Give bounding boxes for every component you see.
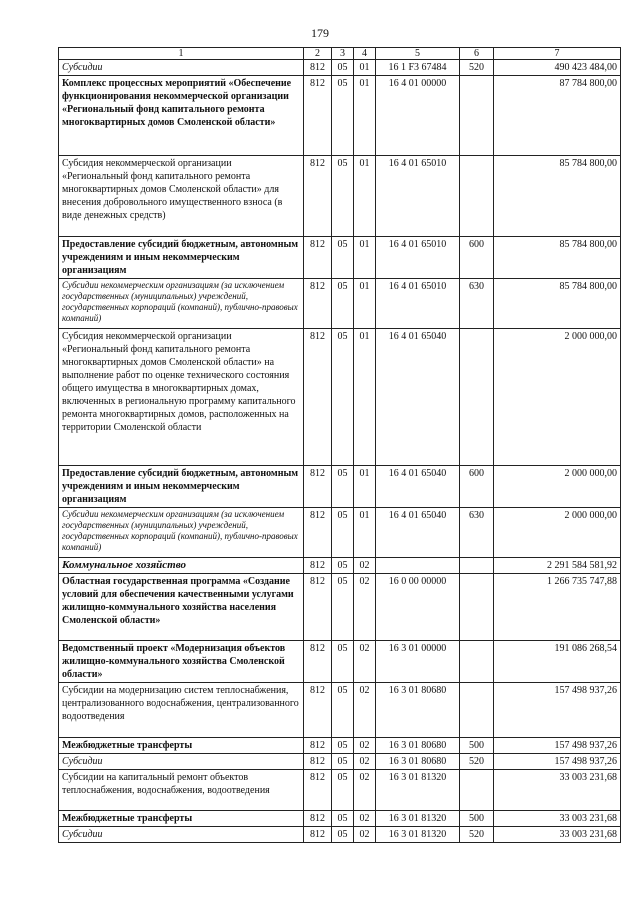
section-code-cell: 05 [332,574,354,641]
amount-cell: 2 000 000,00 [494,508,621,558]
row-name-cell: Субсидии на капитальный ремонт объектов теплоснабжения, водоснабжения, водоотведения [59,770,304,811]
amount-cell: 85 784 800,00 [494,156,621,237]
budget-table [58,47,621,843]
section-code-cell: 05 [332,641,354,683]
expense-type-code-cell [460,156,494,237]
table-row [59,558,621,574]
target-article-code-cell: 16 4 01 65010 [376,237,460,279]
row-name-cell: Предоставление субсидий бюджетным, автономным учреждениям и иным некоммерческим организациям [59,466,304,508]
target-article-code-cell: 16 3 01 80680 [376,754,460,770]
target-article-code-cell: 16 4 01 00000 [376,76,460,156]
section-code-cell: 05 [332,279,354,329]
subsection-code-cell: 02 [354,683,376,738]
row-name-cell: Межбюджетные трансферты [59,738,304,754]
row-name-cell: Комплекс процессных мероприятий «Обеспечение функционирования некоммерческой организации «Региональный фонд капитального ремонта многоквартирных домов Смоленской области» [59,76,304,156]
subsection-code-cell: 02 [354,770,376,811]
row-name-cell: Предоставление субсидий бюджетным, автономным учреждениям и иным некоммерческим организациям [59,237,304,279]
ministry-code-cell: 812 [304,738,332,754]
header-row [59,48,621,60]
section-code-cell: 05 [332,508,354,558]
subsection-code-cell: 02 [354,641,376,683]
ministry-code-cell: 812 [304,76,332,156]
expense-type-code-cell [460,329,494,466]
row-name-cell: Субсидии некоммерческим организациям (за исключением государственных (муниципальных) учреждений, государственных корпораций (компаний), публично-правовых компаний) [59,279,304,329]
amount-cell: 2 291 584 581,92 [494,558,621,574]
table-row [59,683,621,738]
section-code-cell: 05 [332,466,354,508]
target-article-code-cell [376,558,460,574]
expense-type-code-cell: 520 [460,827,494,843]
expense-type-code-cell [460,558,494,574]
column-header-5: 5 [376,48,460,60]
target-article-code-cell: 16 4 01 65040 [376,508,460,558]
row-name-cell: Субсидии [59,754,304,770]
subsection-code-cell: 02 [354,558,376,574]
row-name-cell: Субсидии [59,60,304,76]
row-name-cell: Коммунальное хозяйство [59,558,304,574]
amount-cell: 157 498 937,26 [494,683,621,738]
table-row [59,508,621,558]
table-body [59,60,621,843]
column-header-1: 1 [59,48,304,60]
table-row [59,770,621,811]
amount-cell: 33 003 231,68 [494,827,621,843]
ministry-code-cell: 812 [304,683,332,738]
section-code-cell: 05 [332,827,354,843]
amount-cell: 33 003 231,68 [494,770,621,811]
table-row [59,156,621,237]
expense-type-code-cell: 630 [460,279,494,329]
amount-cell: 85 784 800,00 [494,279,621,329]
row-name-cell: Субсидия некоммерческой организации «Региональный фонд капитального ремонта многоквартирных домов Смоленской области» для внесения добровольного имущественного взноса (в виде денежных средств) [59,156,304,237]
ministry-code-cell: 812 [304,574,332,641]
target-article-code-cell: 16 3 01 80680 [376,738,460,754]
expense-type-code-cell [460,641,494,683]
expense-type-code-cell: 630 [460,508,494,558]
subsection-code-cell: 01 [354,156,376,237]
ministry-code-cell: 812 [304,466,332,508]
ministry-code-cell: 812 [304,558,332,574]
amount-cell: 1 266 735 747,88 [494,574,621,641]
subsection-code-cell: 01 [354,60,376,76]
target-article-code-cell: 16 4 01 65010 [376,156,460,237]
expense-type-code-cell: 500 [460,738,494,754]
subsection-code-cell: 01 [354,76,376,156]
table-row [59,754,621,770]
ministry-code-cell: 812 [304,827,332,843]
ministry-code-cell: 812 [304,811,332,827]
expense-type-code-cell [460,574,494,641]
section-code-cell: 05 [332,329,354,466]
section-code-cell: 05 [332,76,354,156]
row-name-cell: Областная государственная программа «Создание условий для обеспечения качественными услугами жилищно-коммунального хозяйства населения Смоленской области» [59,574,304,641]
ministry-code-cell: 812 [304,641,332,683]
ministry-code-cell: 812 [304,156,332,237]
table-row [59,76,621,156]
table-row [59,329,621,466]
section-code-cell: 05 [332,754,354,770]
subsection-code-cell: 01 [354,329,376,466]
amount-cell: 85 784 800,00 [494,237,621,279]
row-name-cell: Ведомственный проект «Модернизация объектов жилищно-коммунального хозяйства Смоленской области» [59,641,304,683]
expense-type-code-cell [460,76,494,156]
subsection-code-cell: 02 [354,827,376,843]
subsection-code-cell: 01 [354,237,376,279]
section-code-cell: 05 [332,738,354,754]
amount-cell: 157 498 937,26 [494,738,621,754]
target-article-code-cell: 16 3 01 80680 [376,683,460,738]
table-row [59,641,621,683]
row-name-cell: Межбюджетные трансферты [59,811,304,827]
target-article-code-cell: 16 3 01 81320 [376,811,460,827]
target-article-code-cell: 16 0 00 00000 [376,574,460,641]
subsection-code-cell: 02 [354,754,376,770]
expense-type-code-cell: 520 [460,754,494,770]
section-code-cell: 05 [332,811,354,827]
column-header-4: 4 [354,48,376,60]
table-row [59,574,621,641]
section-code-cell: 05 [332,60,354,76]
target-article-code-cell: 16 3 01 00000 [376,641,460,683]
target-article-code-cell: 16 3 01 81320 [376,827,460,843]
subsection-code-cell: 02 [354,738,376,754]
ministry-code-cell: 812 [304,754,332,770]
target-article-code-cell: 16 1 F3 67484 [376,60,460,76]
subsection-code-cell: 02 [354,811,376,827]
amount-cell: 33 003 231,68 [494,811,621,827]
amount-cell: 191 086 268,54 [494,641,621,683]
section-code-cell: 05 [332,683,354,738]
table-row [59,811,621,827]
target-article-code-cell: 16 4 01 65040 [376,466,460,508]
table-row [59,60,621,76]
amount-cell: 157 498 937,26 [494,754,621,770]
column-header-6: 6 [460,48,494,60]
amount-cell: 2 000 000,00 [494,466,621,508]
section-code-cell: 05 [332,237,354,279]
table-row [59,237,621,279]
subsection-code-cell: 02 [354,574,376,641]
ministry-code-cell: 812 [304,508,332,558]
subsection-code-cell: 01 [354,466,376,508]
expense-type-code-cell [460,770,494,811]
ministry-code-cell: 812 [304,329,332,466]
ministry-code-cell: 812 [304,279,332,329]
row-name-cell: Субсидии [59,827,304,843]
table-row [59,738,621,754]
column-header-2: 2 [304,48,332,60]
target-article-code-cell: 16 3 01 81320 [376,770,460,811]
column-header-7: 7 [494,48,621,60]
expense-type-code-cell: 500 [460,811,494,827]
ministry-code-cell: 812 [304,237,332,279]
table-row [59,827,621,843]
row-name-cell: Субсидии на модернизацию систем теплоснабжения, централизованного водоснабжения, централизованного водоотведения [59,683,304,738]
page-number: 179 [311,26,329,40]
amount-cell: 2 000 000,00 [494,329,621,466]
expense-type-code-cell: 600 [460,466,494,508]
column-header-3: 3 [332,48,354,60]
expense-type-code-cell: 600 [460,237,494,279]
section-code-cell: 05 [332,770,354,811]
amount-cell: 87 784 800,00 [494,76,621,156]
ministry-code-cell: 812 [304,60,332,76]
row-name-cell: Субсидия некоммерческой организации «Региональный фонд капитального ремонта многоквартирных домов Смоленской области» на выполнение работ по оценке технического состояния общего имущества в многоквартирных домах, включенных в региональную программу капитального ремонта многоквартирных домов, расположенных на территории Смоленской области [59,329,304,466]
ministry-code-cell: 812 [304,770,332,811]
subsection-code-cell: 01 [354,279,376,329]
section-code-cell: 05 [332,156,354,237]
table-row [59,279,621,329]
subsection-code-cell: 01 [354,508,376,558]
expense-type-code-cell [460,683,494,738]
section-code-cell: 05 [332,558,354,574]
expense-type-code-cell: 520 [460,60,494,76]
target-article-code-cell: 16 4 01 65010 [376,279,460,329]
row-name-cell: Субсидии некоммерческим организациям (за исключением государственных (муниципальных) учреждений, государственных корпораций (компаний), публично-правовых компаний) [59,508,304,558]
table-row [59,466,621,508]
target-article-code-cell: 16 4 01 65040 [376,329,460,466]
amount-cell: 490 423 484,00 [494,60,621,76]
